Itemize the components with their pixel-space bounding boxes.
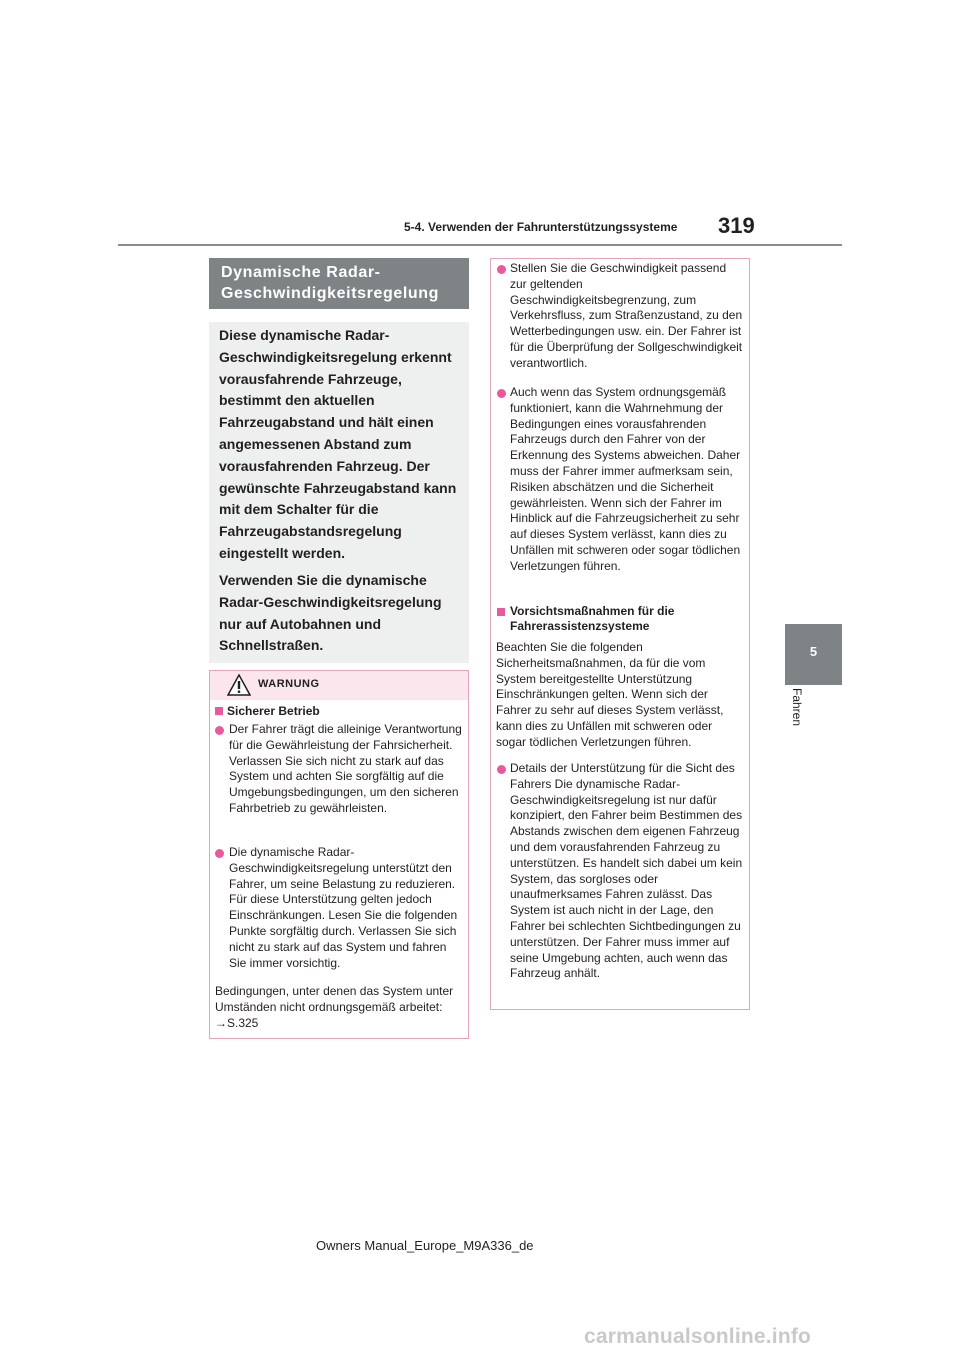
intro-paragraph: Diese dynamische Radar-Geschwindigkeitsregelung erkennt vorausfahrende Fahrzeuge, bestimmt den aktuellen Fahrzeugabstand und hält einen angemessenen Abstand zum vorausfahrenden Fahrzeug. Der gewünschte Fahrzeugabstand kann mit dem Schalter für die Fahrzeugabstandsregelung eingestellt werden. bbox=[219, 327, 457, 561]
round-bullet-icon bbox=[215, 849, 224, 858]
square-bullet-icon bbox=[497, 608, 505, 616]
warning-title: WARNUNG bbox=[258, 678, 320, 690]
header-divider bbox=[118, 244, 842, 246]
round-bullet-icon bbox=[497, 265, 506, 274]
round-bullet-icon bbox=[215, 726, 224, 735]
section-heading: Dynamische Radar-Geschwindigkeitsregelung bbox=[221, 264, 440, 302]
round-bullet-icon bbox=[497, 389, 506, 398]
warning-triangle-icon bbox=[227, 674, 251, 696]
watermark: carmanualsonline.info bbox=[584, 1325, 812, 1348]
document-id: Owners Manual_Europe_M9A336_de bbox=[316, 1238, 534, 1253]
warning-paragraph: Beachten Sie die folgenden Sicherheitsmaßnahmen, da für die vom System bereitgestellte Unterstützung Einschränkungen gelten. Wenn sich der Fahrer zu sehr auf dieses System verlässt, kann dies zu Unfällen mit schweren oder sogar tödlichen Verletzungen führen. bbox=[496, 640, 724, 749]
intro-paragraph: Verwenden Sie die dynamische Radar-Geschwindigkeitsregelung nur auf Autobahnen und Schnellstraßen. bbox=[219, 572, 442, 654]
warning-subheading: Vorsichtsmaßnahmen für die Fahrerassistenzsysteme bbox=[510, 604, 675, 633]
page-number: 319 bbox=[718, 213, 755, 238]
warning-bullet: Stellen Sie die Geschwindigkeit passend zur geltenden Geschwindigkeitsbegrenzung, zum Verkehrsfluss, zum Straßenzustand, zu den Wetterbedingungen usw. ein. Der Fahrer ist für die Überprüfung der Sollgeschwindigkeit verantwortlich. bbox=[510, 261, 743, 370]
warning-reference-text: Bedingungen, unter denen das System unter Umständen nicht ordnungsgemäß arbeitet: →S.325 bbox=[215, 984, 454, 1030]
chapter-tab-number: 5 bbox=[809, 644, 818, 659]
warning-subheading bbox=[215, 704, 465, 719]
warning-bullet: Auch wenn das System ordnungsgemäß funktioniert, kann die Wahrnehmung der Bedingungen eines vorausfahrenden Fahrzeugs durch den Fahrer von der Erkennung des Systems abweichen. Daher muss der Fahrer immer aufmerksam sein, Risiken abschätzen und die Sicherheit gewährleisten. Wenn sich der Fahrer im Hinblick auf die Fahrzeugsicherheit zu sehr auf dieses System verlässt, kann dies zu Unfällen mit schweren oder sogar tödlichen Verletzungen führen. bbox=[510, 385, 741, 573]
warning-bullet: Die dynamische Radar-Geschwindigkeitsregelung unterstützt den Fahrer, um seine Belastung zu reduzieren. Für diese Unterstützung gelten jedoch Einschränkungen. Lesen Sie die folgenden Punkte sorgfältig durch. Verlassen Sie sich nicht zu stark auf das System und fahren Sie immer vorsichtig. bbox=[229, 845, 458, 970]
warning-subheading-text: Sicherer Betrieb bbox=[227, 704, 320, 718]
warning-bullet: Der Fahrer trägt die alleinige Verantwortung für die Gewährleistung der Fahrsicherheit. Verlassen Sie sich nicht zu stark auf das System und achten Sie sorgfältig auf die Umgebungsbedingungen, um den sicheren Fahrbetrieb zu gewährleisten. bbox=[229, 722, 462, 815]
square-bullet-icon bbox=[215, 707, 223, 715]
warning-bullet: Details der Unterstützung für die Sicht des Fahrers Die dynamische Radar-Geschwindigkeitsregelung ist nur dafür konzipiert, den Fahrer beim Bestimmen des Abstands zwischen dem eigenen Fahrzeug und dem vorausfahrenden Fahrzeug zu unterstützen. Es handelt sich dabei um kein System, das sorgloses oder unaufmerksames Fahren zulässt. Das System ist auch nicht in der Lage, den Fahrer bei schlechten Sichtbedingungen zu unterstützen. Der Fahrer muss immer auf seine Umgebung achten, auch wenn das Fahrzeug anhält. bbox=[510, 761, 743, 981]
round-bullet-icon bbox=[497, 765, 506, 774]
chapter-tab-label: Fahren bbox=[790, 688, 804, 727]
section-title: 5-4. Verwenden der Fahrunterstützungssysteme bbox=[404, 220, 678, 234]
